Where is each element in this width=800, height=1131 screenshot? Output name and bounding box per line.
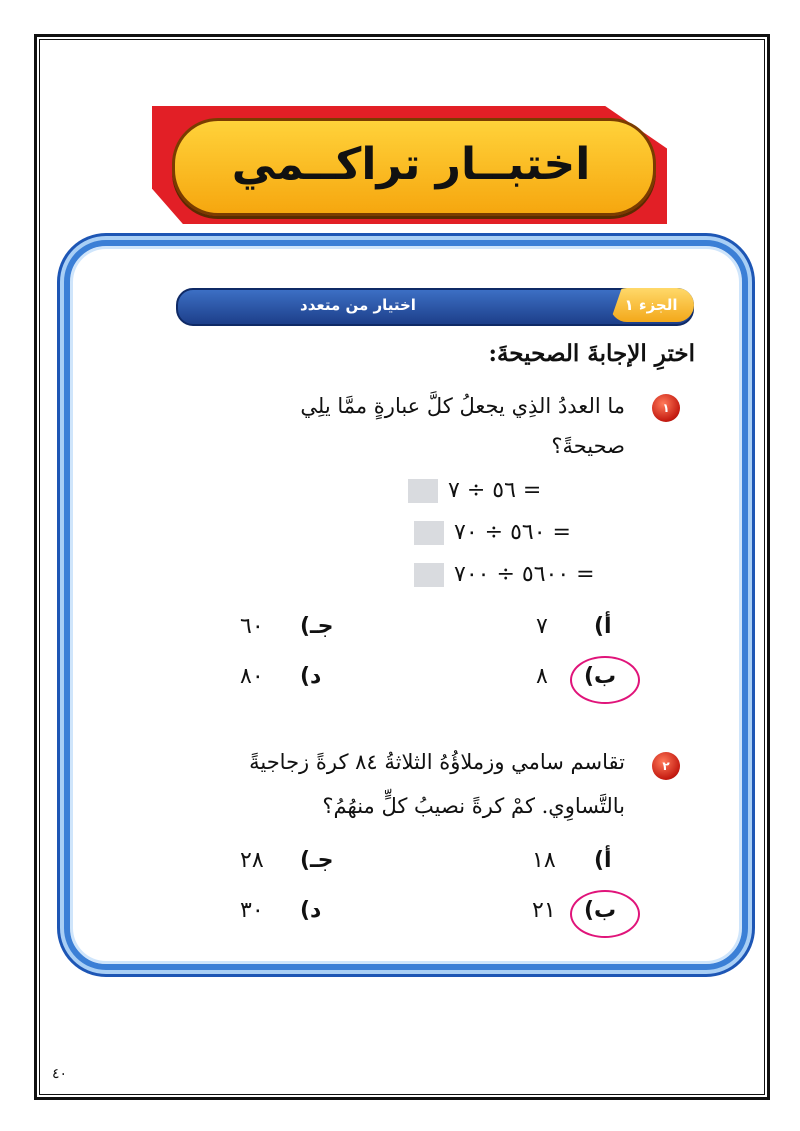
option-a-letter: أ) [594, 848, 612, 873]
option-c-value: ٦٠ [240, 614, 264, 639]
page-number: ٤٠ [52, 1066, 68, 1082]
option-b-letter: ب) [584, 664, 617, 689]
question-1-text-line2: صحيحةً؟ [551, 434, 625, 458]
option-c-letter: جـ) [300, 614, 334, 639]
question-2-text-line1: تقاسم سامي وزملاؤُهُ الثلاثةُ ٨٤ كرةً زجاجيةً [249, 750, 625, 774]
question-1-text-line1: ما العددُ الذِي يجعلُ كلَّ عبارةٍ ممَّا يلِي [300, 394, 625, 418]
option-a-letter: أ) [594, 614, 612, 639]
equation-2: ٥٦٠ ÷ ٧٠ = [454, 520, 571, 545]
section-title: اختيار من متعدد [300, 296, 416, 314]
equation-3: ٥٦٠٠ ÷ ٧٠٠ = [454, 562, 595, 587]
question-1-number-icon: ١ [652, 394, 680, 422]
question-2-text-line2: بالتَّساوِي. كمْ كرةً نصيبُ كلٍّ منهُمُ؟ [322, 794, 625, 818]
section-part-label: الجزء ١ [624, 296, 678, 314]
answer-blank-box [414, 563, 444, 587]
option-b-value: ٢١ [532, 898, 556, 923]
instruction-text: اخترِ الإجابةَ الصحيحةَ: [488, 340, 695, 367]
option-c-letter: جـ) [300, 848, 334, 873]
option-a-value: ١٨ [532, 848, 556, 873]
page-title: اختبــار تراكــمي [231, 138, 591, 190]
option-c-value: ٢٨ [240, 848, 264, 873]
answer-blank-box [408, 479, 438, 503]
option-b-value: ٨ [536, 664, 548, 689]
answer-blank-box [414, 521, 444, 545]
option-b-letter: ب) [584, 898, 617, 923]
equation-row-3 [408, 562, 595, 587]
option-d-letter: د) [300, 898, 322, 923]
option-d-value: ٣٠ [240, 898, 264, 923]
equation-row-2 [408, 520, 571, 545]
question-2-number-icon: ٢ [652, 752, 680, 780]
option-a-value: ٧ [536, 614, 548, 639]
option-d-value: ٨٠ [240, 664, 264, 689]
option-d-letter: د) [300, 664, 322, 689]
equation-1: ٥٦ ÷ ٧ = [448, 478, 542, 503]
equation-row-1 [402, 478, 541, 503]
